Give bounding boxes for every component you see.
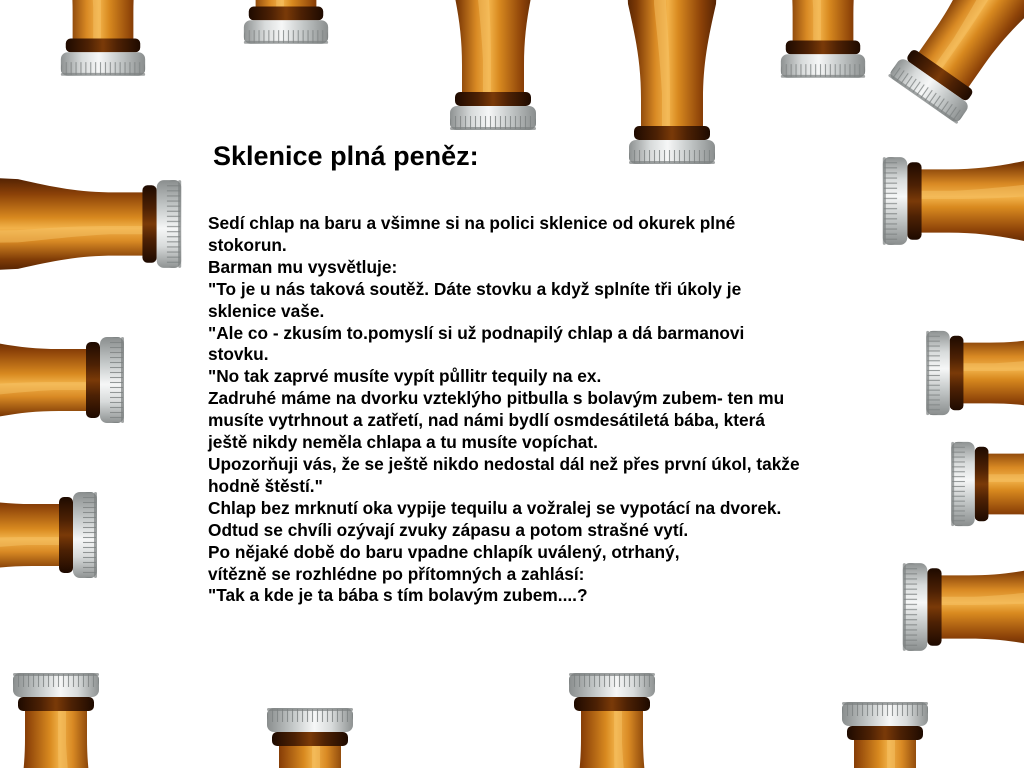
joke-line: Po nějaké době do baru vpadne chlapík uválený, otrhaný, — [208, 541, 680, 562]
beer-bottle-icon — [235, 0, 337, 44]
joke-line: Barman mu vysvětluje: — [208, 256, 398, 277]
joke-line: sklenice vaše. — [208, 300, 325, 321]
joke-text — [208, 213, 908, 607]
joke-line: "Tak a kde je ta bába s tím bolavým zubem....? — [208, 585, 588, 606]
beer-bottle-icon — [0, 171, 181, 277]
beer-bottle-icon — [772, 0, 874, 78]
joke-line: "Ale co - zkusím to.pomyslí si už podnapilý chlap a dá barmanovi — [208, 322, 745, 343]
beer-bottle-icon — [620, 0, 724, 164]
joke-line: Chlap bez mrknutí oka vypije tequilu a vožralej se vypotácí na dvorek. — [208, 497, 782, 518]
joke-line: stovku. — [208, 344, 269, 365]
beer-bottle-icon — [951, 433, 1024, 535]
joke-line: Zadruhé máme na dvorku vzteklýho pitbulla s bolavým zubem- ten mu — [208, 388, 785, 409]
joke-line: hodně štěstí." — [208, 475, 323, 496]
joke-line: Odtud se chvíli ozývají zvuky zápasu a potom strašné vytí. — [208, 519, 689, 540]
joke-line: "To je u nás taková soutěž. Dáte stovku a když splníte tři úkoly je — [208, 278, 742, 299]
joke-line: ještě nikdy neměla chlapa a tu musíte vopíchat. — [208, 432, 598, 453]
joke-line: "No tak zaprvé musíte vypít půllitr tequily na ex. — [208, 366, 602, 387]
beer-bottle-icon — [0, 483, 97, 587]
joke-line: Sedí chlap na baru a všimne si na polici sklenice od okurek plné — [208, 213, 736, 233]
beer-bottle-icon — [881, 0, 1024, 129]
joke-line: Upozorňuji vás, že se ještě nikdo nedostal dál než přes první úkol, takže — [208, 453, 800, 474]
joke-line: musíte vytrhnout a zatřetí, nad námi bydlí osmdesátiletá bába, která — [208, 410, 765, 431]
beer-bottle-icon — [52, 0, 154, 76]
joke-line: stokorun. — [208, 234, 287, 255]
beer-bottle-icon — [926, 322, 1024, 424]
beer-bottle-icon — [441, 0, 545, 130]
beer-bottle-icon — [833, 702, 937, 768]
beer-bottle-icon — [258, 708, 362, 768]
beer-bottle-icon — [903, 554, 1024, 660]
joke-line: vítězně se rozhlédne po přítomných a zahlásí: — [208, 563, 585, 584]
beer-bottle-icon — [560, 673, 664, 768]
beer-bottle-icon — [4, 673, 108, 768]
beer-bottle-icon — [0, 328, 124, 432]
slide-title: Sklenice plná peněz: — [213, 141, 479, 171]
